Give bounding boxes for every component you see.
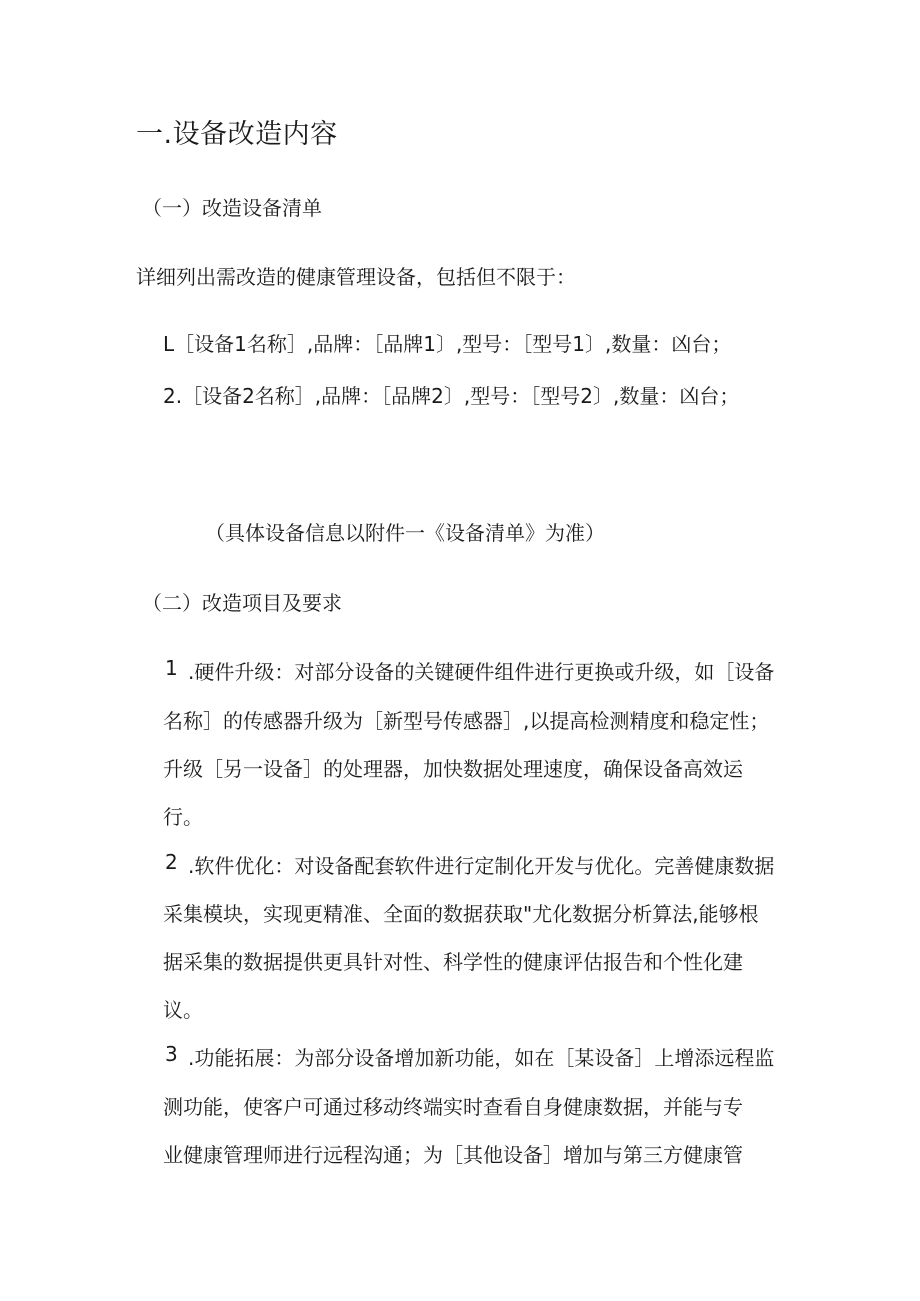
subsection-heading-equipment-list: （一）改造设备清单 xyxy=(142,196,322,220)
equipment-item: 2.［设备2名称］,品牌：［品牌2〕,型号：［型号2〕,数量：凶台； xyxy=(163,384,740,408)
section-title: 一.设备改造内容 xyxy=(136,119,338,150)
requirement-text-line: 行。 xyxy=(163,805,203,829)
requirement-text-line: .软件优化：对设备配套软件进行定制化开发与优化。完善健康数据 xyxy=(188,854,775,878)
requirement-text-line: 据采集的数据提供更具针对性、科学性的健康评估报告和个性化建 xyxy=(163,950,743,974)
requirement-number: 1 xyxy=(165,656,178,680)
requirement-text-line: 采集模块，实现更精准、全面的数据获取"尤化数据分析算法,能够根 xyxy=(163,902,759,926)
requirement-text-line: .硬件升级：对部分设备的关键硬件组件进行更换或升级，如［设备 xyxy=(188,660,775,684)
requirement-text-line: 业健康管理师进行远程沟通；为［其他设备］增加与第三方健康管 xyxy=(163,1143,743,1167)
requirement-text-line: 议。 xyxy=(163,998,203,1022)
intro-paragraph: 详细列出需改造的健康管理设备，包括但不限于： xyxy=(136,265,576,289)
requirement-text-line: 名称］的传感器升级为［新型号传感器］,以提高检测精度和稳定性； xyxy=(163,709,770,733)
subsection-heading-requirements: （二）改造项目及要求 xyxy=(142,591,342,615)
requirement-number: 3 xyxy=(165,1042,178,1066)
equipment-item: L［设备1名称］,品牌：［品牌1〕,型号：［型号1〕,数量：凶台； xyxy=(163,332,732,356)
requirement-text-line: 升级［另一设备］的处理器，加快数据处理速度，确保设备高效运 xyxy=(163,757,743,781)
requirement-number: 2 xyxy=(165,850,178,874)
equipment-note: （具体设备信息以附件一《设备清单》为准） xyxy=(205,521,605,545)
requirement-text-line: .功能拓展：为部分设备增加新功能，如在［某设备］上增添远程监 xyxy=(188,1046,775,1070)
requirement-text-line: 测功能，使客户可通过移动终端实时查看自身健康数据，并能与专 xyxy=(163,1095,743,1119)
